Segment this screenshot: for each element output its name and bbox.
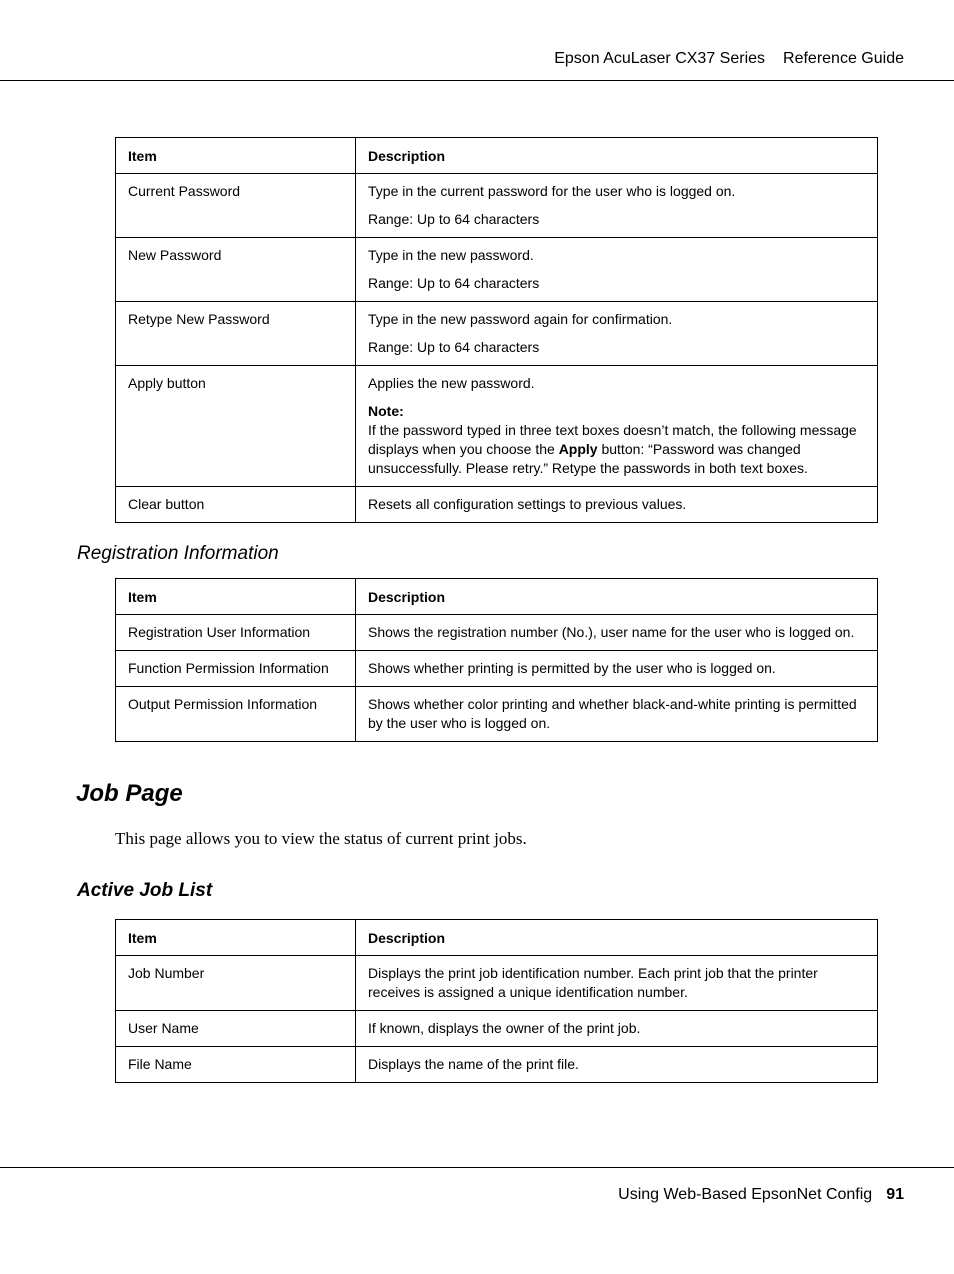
registration-heading: Registration Information: [77, 543, 279, 564]
row-description: [356, 302, 878, 366]
column-header-description: Description: [356, 920, 878, 956]
row-description: If known, displays the owner of the print job.: [356, 1011, 878, 1047]
footer-section: Using Web-Based EpsonNet Config: [618, 1186, 873, 1203]
page-header: [554, 50, 904, 68]
row-item: Retype New Password: [116, 302, 356, 366]
page-number: 91: [886, 1186, 904, 1203]
column-header-description: Description: [356, 138, 878, 174]
job-page-intro: This page allows you to view the status of current print jobs.: [115, 829, 527, 848]
column-header-item: Item: [116, 920, 356, 956]
range-text: Range: Up to 64 characters: [368, 211, 540, 227]
table-row: [116, 302, 878, 366]
registration-table: [115, 578, 878, 742]
note-text-part: If the password typed in three text boxes doesn’t match, the following message displays when you choose the: [368, 422, 857, 457]
note-text: [368, 422, 857, 476]
table-header-row: [116, 920, 878, 956]
note-text-part: button: “Password was changed unsuccessfully. Please retry.” Retype the passwords in both text boxes.: [368, 441, 808, 476]
page-footer: [618, 1186, 904, 1204]
job-page-title: Job Page: [76, 780, 183, 807]
column-header-item: Item: [116, 579, 356, 615]
row-description: Shows whether printing is permitted by the user who is logged on.: [356, 651, 878, 687]
row-description: Displays the name of the print file.: [356, 1047, 878, 1083]
description-text: Type in the new password.: [368, 247, 534, 263]
row-item: File Name: [116, 1047, 356, 1083]
table-header-row: [116, 138, 878, 174]
note-bold-term: Apply: [558, 441, 598, 457]
column-header-description: Description: [356, 579, 878, 615]
row-item: Function Permission Information: [116, 651, 356, 687]
password-table: [115, 137, 878, 523]
table-row: [116, 366, 878, 487]
note-label: Note:: [368, 403, 404, 419]
header-guide: Reference Guide: [783, 50, 904, 67]
row-description: [356, 174, 878, 238]
header-product: Epson AcuLaser CX37 Series: [554, 50, 766, 67]
header-divider: [0, 80, 954, 81]
table-row: [116, 487, 878, 523]
row-item: Apply button: [116, 366, 356, 487]
footer-divider: [0, 1167, 954, 1168]
table-row: [116, 238, 878, 302]
row-description: Resets all configuration settings to previous values.: [356, 487, 878, 523]
row-item: User Name: [116, 1011, 356, 1047]
row-item: Job Number: [116, 956, 356, 1011]
table-row: [116, 651, 878, 687]
table-header-row: [116, 579, 878, 615]
row-item: Clear button: [116, 487, 356, 523]
row-item: Registration User Information: [116, 615, 356, 651]
row-item: Output Permission Information: [116, 687, 356, 742]
row-item: New Password: [116, 238, 356, 302]
range-text: Range: Up to 64 characters: [368, 339, 540, 355]
row-description: Shows whether color printing and whether black-and-white printing is permitted by the user who is logged on.: [356, 687, 878, 742]
row-description: [356, 366, 878, 487]
table-row: [116, 1047, 878, 1083]
table-row: [116, 1011, 878, 1047]
table-row: [116, 615, 878, 651]
column-header-item: Item: [116, 138, 356, 174]
row-description: Displays the print job identification number. Each print job that the printer receives is assigned a unique identification number.: [356, 956, 878, 1011]
row-description: Shows the registration number (No.), user name for the user who is logged on.: [356, 615, 878, 651]
row-description: [356, 238, 878, 302]
table-row: [116, 687, 878, 742]
row-item: Current Password: [116, 174, 356, 238]
description-text: Applies the new password.: [368, 375, 535, 391]
active-job-list-heading: Active Job List: [77, 880, 213, 901]
description-text: Type in the new password again for confirmation.: [368, 311, 673, 327]
description-text: Type in the current password for the user who is logged on.: [368, 183, 736, 199]
active-job-list-table: [115, 919, 878, 1083]
table-row: [116, 956, 878, 1011]
range-text: Range: Up to 64 characters: [368, 275, 540, 291]
table-row: [116, 174, 878, 238]
